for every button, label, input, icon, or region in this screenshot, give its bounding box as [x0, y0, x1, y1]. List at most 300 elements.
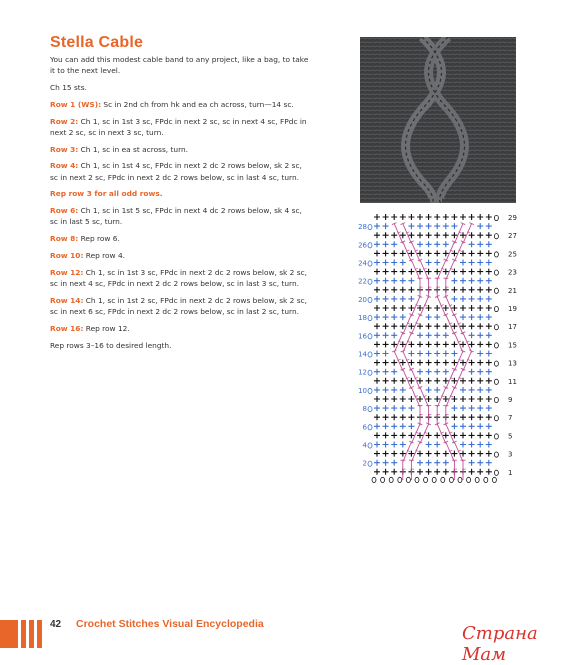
- row-instruction: [50, 99, 312, 110]
- row-number-left: 4: [362, 441, 367, 450]
- turning-chain: [368, 370, 372, 375]
- sc-symbol: [426, 260, 432, 266]
- fpdc-symbol: [411, 442, 420, 462]
- sc-symbol: [400, 360, 406, 366]
- turning-chain: [494, 416, 498, 421]
- sc-symbol: [477, 378, 483, 384]
- sc-symbol: [374, 341, 380, 347]
- sc-symbol: [391, 296, 397, 302]
- sc-symbol: [426, 460, 432, 466]
- sc-symbol: [460, 278, 466, 284]
- sc-symbol: [443, 378, 449, 384]
- sc-symbol: [400, 323, 406, 329]
- sc-symbol: [443, 214, 449, 220]
- row-label: Row 10:: [50, 250, 84, 260]
- sc-symbol: [383, 241, 389, 247]
- sc-symbol: [400, 296, 406, 302]
- sc-symbol: [391, 269, 397, 275]
- sc-symbol: [477, 414, 483, 420]
- fpdc-symbol: [403, 369, 412, 389]
- sc-symbol: [391, 360, 397, 366]
- sc-symbol: [408, 423, 414, 429]
- sc-symbol: [400, 387, 406, 393]
- sc-symbol: [477, 405, 483, 411]
- row-instruction: [50, 144, 312, 155]
- foundation-chain: [415, 477, 419, 482]
- sc-symbol: [408, 278, 414, 284]
- sc-symbol: [383, 305, 389, 311]
- sc-symbol: [374, 460, 380, 466]
- turning-chain: [494, 361, 498, 366]
- row-number-right: 9: [508, 396, 513, 404]
- sc-symbol: [417, 378, 423, 384]
- sc-symbol: [486, 369, 492, 375]
- sc-symbol: [400, 314, 406, 320]
- sc-symbol: [391, 305, 397, 311]
- sc-symbol: [434, 332, 440, 338]
- sc-symbol: [477, 287, 483, 293]
- sc-symbol: [469, 296, 475, 302]
- row-number-right: 27: [508, 232, 517, 241]
- sc-symbol: [391, 414, 397, 420]
- fpdc-symbol: [403, 333, 412, 353]
- turning-chain: [494, 306, 498, 311]
- fpdc-symbol: [446, 260, 455, 280]
- sc-symbol: [477, 396, 483, 402]
- row-number-right: 3: [508, 450, 513, 459]
- row-text: Ch 1, sc in 1st 2 sc, FPdc in next 2 dc 2 rows below, sk 2 sc, sc in next 6 sc, FPdc in next 2 dc 2 rows below, sc in last 2 sc, turn.: [50, 295, 307, 316]
- foundation-chain: [484, 477, 488, 482]
- sc-symbol: [400, 432, 406, 438]
- sc-symbol: [417, 341, 423, 347]
- sc-symbol: [417, 351, 423, 357]
- sc-symbol: [434, 232, 440, 238]
- sc-symbol: [426, 369, 432, 375]
- sc-symbol: [477, 269, 483, 275]
- row-number-left: 14: [358, 350, 367, 359]
- sc-symbol: [443, 223, 449, 229]
- footer-bar: [29, 620, 34, 648]
- row-number-left: 28: [358, 223, 367, 232]
- sc-symbol: [383, 214, 389, 220]
- sc-symbol: [426, 223, 432, 229]
- row-text: Ch 1, sc in 1st 3 sc, FPdc in next 2 sc, sc in next 4 sc, FPdc in next 2 sc, sc in next 3 sc, turn.: [50, 116, 307, 137]
- sc-symbol: [469, 278, 475, 284]
- footer-bar: [37, 620, 42, 648]
- row-instruction: [50, 323, 312, 334]
- sc-symbol: [434, 387, 440, 393]
- sc-symbol: [426, 314, 432, 320]
- fpdc-symbol: [446, 442, 455, 462]
- sc-symbol: [374, 432, 380, 438]
- row-number-left: 18: [358, 314, 367, 323]
- turning-chain: [494, 270, 498, 275]
- turning-chain: [368, 225, 372, 230]
- swatch-photo: [360, 37, 516, 203]
- sc-symbol: [374, 323, 380, 329]
- sc-symbol: [391, 214, 397, 220]
- row-label: Row 16:: [50, 323, 84, 333]
- sc-symbol: [469, 405, 475, 411]
- sc-symbol: [391, 314, 397, 320]
- row-number-right: 13: [508, 359, 517, 368]
- sc-symbol: [443, 323, 449, 329]
- row-label: Row 2:: [50, 116, 79, 126]
- sc-symbol: [460, 314, 466, 320]
- sc-symbol: [486, 469, 492, 475]
- sc-symbol: [460, 341, 466, 347]
- sc-symbol: [434, 314, 440, 320]
- sc-symbol: [460, 296, 466, 302]
- sc-symbol: [434, 260, 440, 266]
- sc-symbol: [426, 469, 432, 475]
- turning-chain: [368, 461, 372, 466]
- fpdc-symbol: [394, 351, 403, 371]
- row-text: Sc in 2nd ch from hk and ea ch across, turn—14 sc.: [101, 99, 294, 109]
- sc-symbol: [383, 341, 389, 347]
- sc-symbol: [486, 269, 492, 275]
- sc-symbol: [443, 351, 449, 357]
- sc-symbol: [486, 460, 492, 466]
- row-number-left: 22: [358, 277, 367, 286]
- sc-symbol: [451, 232, 457, 238]
- turning-chain: [368, 425, 372, 430]
- sc-symbol: [383, 387, 389, 393]
- sc-symbol: [486, 396, 492, 402]
- sc-symbol: [477, 278, 483, 284]
- foundation-chain: [432, 477, 436, 482]
- foundation-chain: [441, 477, 445, 482]
- sc-symbol: [434, 250, 440, 256]
- sc-symbol: [408, 269, 414, 275]
- sc-symbol: [374, 369, 380, 375]
- sc-symbol: [486, 232, 492, 238]
- sc-symbol: [374, 214, 380, 220]
- sc-symbol: [469, 442, 475, 448]
- sc-symbol: [469, 341, 475, 347]
- sc-symbol: [460, 323, 466, 329]
- sc-symbol: [460, 387, 466, 393]
- sc-symbol: [383, 460, 389, 466]
- foundation-chain: [467, 477, 471, 482]
- sc-symbol: [434, 469, 440, 475]
- turning-chain: [494, 234, 498, 239]
- sc-symbol: [451, 214, 457, 220]
- sc-symbol: [434, 341, 440, 347]
- sc-symbol: [434, 432, 440, 438]
- sc-symbol: [469, 323, 475, 329]
- sc-symbol: [374, 260, 380, 266]
- sc-symbol: [383, 351, 389, 357]
- sc-symbol: [469, 332, 475, 338]
- sc-symbol: [400, 405, 406, 411]
- sc-symbol: [400, 414, 406, 420]
- sc-symbol: [400, 378, 406, 384]
- sc-symbol: [460, 214, 466, 220]
- sc-symbol: [443, 432, 449, 438]
- sc-symbol: [374, 387, 380, 393]
- sc-symbol: [451, 405, 457, 411]
- sc-symbol: [374, 232, 380, 238]
- sc-symbol: [486, 223, 492, 229]
- row-instruction: [50, 188, 312, 199]
- sc-symbol: [383, 451, 389, 457]
- sc-symbol: [400, 305, 406, 311]
- sc-symbol: [477, 323, 483, 329]
- row-instruction: [50, 250, 312, 261]
- sc-symbol: [434, 241, 440, 247]
- sc-symbol: [383, 369, 389, 375]
- turning-chain: [494, 452, 498, 457]
- row-number-right: 11: [508, 377, 517, 386]
- sc-symbol: [469, 269, 475, 275]
- sc-symbol: [443, 369, 449, 375]
- row-label: Row 3:: [50, 144, 79, 154]
- turning-chain: [368, 334, 372, 339]
- fpdc-symbol: [463, 224, 472, 244]
- sc-symbol: [477, 250, 483, 256]
- sc-symbol: [434, 269, 440, 275]
- sc-symbol: [486, 405, 492, 411]
- sc-symbol: [477, 442, 483, 448]
- foundation-chain: [406, 477, 410, 482]
- turning-chain: [368, 388, 372, 393]
- sc-symbol: [417, 223, 423, 229]
- sc-symbol: [434, 360, 440, 366]
- sc-symbol: [383, 296, 389, 302]
- fpdc-symbol: [454, 369, 463, 389]
- repeat-note: Rep rows 3–16 to desired length.: [50, 340, 172, 350]
- foundation-chain: [389, 477, 393, 482]
- sc-symbol: [486, 432, 492, 438]
- sc-symbol: [400, 287, 406, 293]
- turning-chain: [494, 379, 498, 384]
- sc-symbol: [469, 214, 475, 220]
- sc-symbol: [374, 360, 380, 366]
- sc-symbol: [383, 314, 389, 320]
- sc-symbol: [469, 469, 475, 475]
- sc-symbol: [374, 314, 380, 320]
- sc-symbol: [469, 451, 475, 457]
- row-instructions: [50, 99, 312, 334]
- sc-symbol: [434, 442, 440, 448]
- sc-symbol: [408, 351, 414, 357]
- sc-symbol: [391, 378, 397, 384]
- foundation-chain: [424, 477, 428, 482]
- sc-symbol: [486, 287, 492, 293]
- sc-symbol: [486, 423, 492, 429]
- sc-symbol: [451, 341, 457, 347]
- sc-symbol: [477, 360, 483, 366]
- sc-symbol: [477, 432, 483, 438]
- sc-symbol: [426, 351, 432, 357]
- sc-symbol: [391, 287, 397, 293]
- sc-symbol: [374, 423, 380, 429]
- row-number-left: 6: [362, 423, 367, 432]
- sc-symbol: [417, 214, 423, 220]
- sc-symbol: [443, 451, 449, 457]
- row-text: Ch 1, sc in ea st across, turn.: [78, 144, 189, 154]
- sc-symbol: [469, 432, 475, 438]
- foundation-chain: [492, 477, 496, 482]
- sc-symbol: [383, 378, 389, 384]
- sc-symbol: [477, 460, 483, 466]
- sc-symbol: [434, 305, 440, 311]
- sc-symbol: [443, 241, 449, 247]
- sc-symbol: [451, 414, 457, 420]
- sc-symbol: [426, 232, 432, 238]
- row-number-left: 24: [358, 259, 367, 268]
- turning-chain: [494, 252, 498, 257]
- row-instruction: [50, 233, 312, 244]
- sc-symbol: [477, 214, 483, 220]
- sc-symbol: [408, 296, 414, 302]
- sc-symbol: [383, 232, 389, 238]
- turning-chain: [368, 243, 372, 248]
- sc-symbol: [443, 341, 449, 347]
- stitch-chart: [355, 210, 525, 490]
- sc-symbol: [391, 332, 397, 338]
- row-label: Row 1 (WS):: [50, 99, 102, 109]
- row-number-left: 16: [358, 332, 367, 341]
- turning-chain: [368, 261, 372, 266]
- sc-symbol: [383, 260, 389, 266]
- fpdc-symbol: [454, 242, 463, 262]
- row-label: Rep row 3 for all odd rows.: [50, 189, 163, 199]
- sc-symbol: [451, 305, 457, 311]
- fpdc-symbol: [411, 260, 420, 280]
- sc-symbol: [426, 250, 432, 256]
- sc-symbol: [451, 432, 457, 438]
- sc-symbol: [451, 351, 457, 357]
- sc-symbol: [400, 278, 406, 284]
- sc-symbol: [486, 214, 492, 220]
- row-number-right: 23: [508, 268, 517, 277]
- sc-symbol: [400, 250, 406, 256]
- sc-symbol: [391, 260, 397, 266]
- sc-symbol: [434, 378, 440, 384]
- footer-bar: [21, 620, 26, 648]
- sc-symbol: [426, 214, 432, 220]
- row-label: Row 12:: [50, 267, 84, 277]
- sc-symbol: [477, 232, 483, 238]
- sc-symbol: [443, 305, 449, 311]
- turning-chain: [368, 297, 372, 302]
- sc-symbol: [469, 387, 475, 393]
- sc-symbol: [426, 442, 432, 448]
- row-number-left: 12: [358, 368, 367, 377]
- sc-symbol: [391, 387, 397, 393]
- sc-symbol: [469, 250, 475, 256]
- sc-symbol: [383, 332, 389, 338]
- foundation-chain: [475, 477, 479, 482]
- sc-symbol: [391, 469, 397, 475]
- sc-symbol: [451, 287, 457, 293]
- chain-instruction: Ch 15 sts.: [50, 83, 87, 92]
- sc-symbol: [374, 332, 380, 338]
- sc-symbol: [486, 296, 492, 302]
- sc-symbol: [408, 432, 414, 438]
- sc-symbol: [383, 250, 389, 256]
- turning-chain: [368, 352, 372, 357]
- row-number-left: 8: [362, 405, 367, 414]
- sc-symbol: [486, 305, 492, 311]
- sc-symbol: [460, 423, 466, 429]
- book-title: Crochet Stitches Visual Encyclopedia: [76, 618, 264, 630]
- sc-symbol: [383, 469, 389, 475]
- sc-symbol: [374, 451, 380, 457]
- row-text: Rep row 4.: [83, 250, 126, 260]
- sc-symbol: [400, 451, 406, 457]
- sc-symbol: [434, 460, 440, 466]
- row-number-right: 25: [508, 250, 517, 259]
- sc-symbol: [408, 232, 414, 238]
- row-number-right: 19: [508, 305, 517, 313]
- sc-symbol: [469, 369, 475, 375]
- sc-symbol: [391, 323, 397, 329]
- sc-symbol: [477, 451, 483, 457]
- sc-symbol: [408, 396, 414, 402]
- fpdc-symbol: [411, 315, 420, 335]
- sc-symbol: [374, 223, 380, 229]
- sc-symbol: [391, 423, 397, 429]
- sc-symbol: [383, 360, 389, 366]
- row-number-right: 21: [508, 286, 517, 295]
- sc-symbol: [486, 314, 492, 320]
- sc-symbol: [443, 232, 449, 238]
- row-number-left: 26: [358, 241, 367, 250]
- fpdc-symbol: [420, 296, 429, 316]
- sc-symbol: [408, 360, 414, 366]
- sc-symbol: [383, 223, 389, 229]
- sc-symbol: [486, 351, 492, 357]
- sc-symbol: [426, 269, 432, 275]
- sc-symbol: [383, 442, 389, 448]
- row-text: Ch 1, sc in 1st 5 sc, FPdc in next 4 dc 2 rows below, sk 4 sc, sc in last 5 sc, turn.: [50, 206, 302, 227]
- fpdc-symbol: [463, 351, 472, 371]
- sc-symbol: [451, 423, 457, 429]
- sc-symbol: [460, 432, 466, 438]
- turning-chain: [368, 316, 372, 321]
- foundation-chain: [398, 477, 402, 482]
- sc-symbol: [460, 451, 466, 457]
- sc-symbol: [426, 323, 432, 329]
- sc-symbol: [426, 360, 432, 366]
- sc-symbol: [383, 414, 389, 420]
- row-instruction: [50, 116, 312, 138]
- sc-symbol: [477, 332, 483, 338]
- sc-symbol: [477, 469, 483, 475]
- turning-chain: [494, 288, 498, 293]
- sc-symbol: [469, 460, 475, 466]
- sc-symbol: [383, 323, 389, 329]
- sc-symbol: [374, 250, 380, 256]
- sc-symbol: [391, 241, 397, 247]
- sc-symbol: [374, 405, 380, 411]
- sc-symbol: [408, 223, 414, 229]
- sc-symbol: [486, 332, 492, 338]
- row-instruction: [50, 160, 312, 182]
- sc-symbol: [408, 405, 414, 411]
- sc-symbol: [417, 396, 423, 402]
- sc-symbol: [477, 369, 483, 375]
- sc-symbol: [486, 260, 492, 266]
- turning-chain: [368, 407, 372, 412]
- fpdc-symbol: [420, 424, 429, 444]
- sc-symbol: [451, 360, 457, 366]
- sc-symbol: [460, 287, 466, 293]
- row-label: Row 6:: [50, 206, 79, 216]
